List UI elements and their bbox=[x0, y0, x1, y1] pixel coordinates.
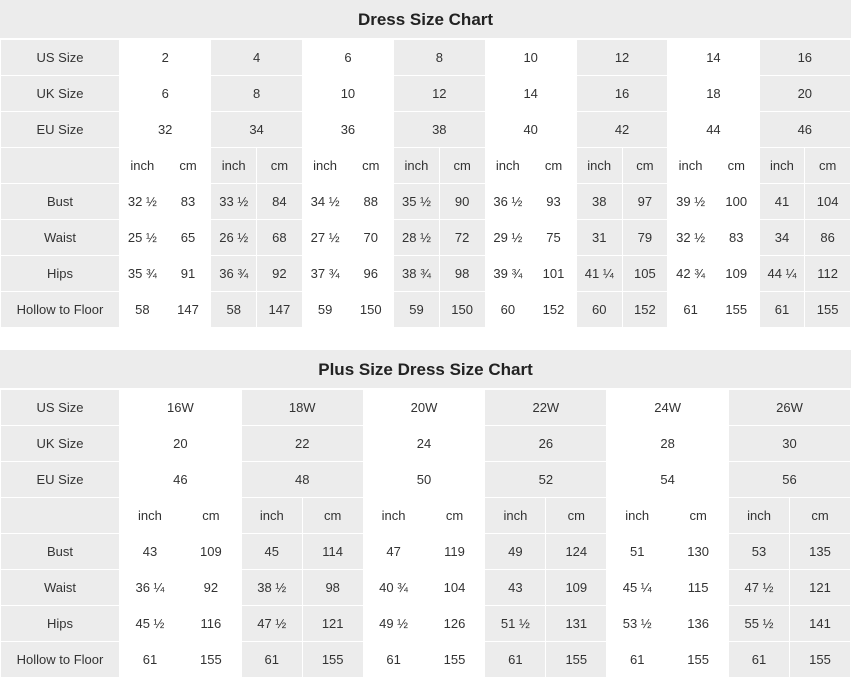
chart-separator bbox=[0, 328, 851, 350]
table-cell: 46 bbox=[759, 112, 850, 148]
table-cell: 70 bbox=[348, 220, 394, 256]
table-cell: inch bbox=[668, 148, 714, 184]
table-cell: cm bbox=[668, 498, 729, 534]
chart-title: Dress Size Chart bbox=[0, 0, 851, 39]
table-cell: 43 bbox=[120, 534, 181, 570]
table-cell: inch bbox=[607, 498, 668, 534]
table-row bbox=[1, 76, 851, 112]
table-cell: 91 bbox=[165, 256, 211, 292]
table-cell: inch bbox=[363, 498, 424, 534]
table-cell: 38 ¾ bbox=[394, 256, 440, 292]
table-row bbox=[1, 390, 851, 426]
table-cell: cm bbox=[180, 498, 241, 534]
table-cell: 28 ½ bbox=[394, 220, 440, 256]
table-row bbox=[1, 570, 851, 606]
table-cell: 36 ¾ bbox=[211, 256, 257, 292]
table-cell: 155 bbox=[546, 642, 607, 678]
table-row bbox=[1, 256, 851, 292]
table-cell: 52 bbox=[485, 462, 607, 498]
table-cell: 38 bbox=[576, 184, 622, 220]
table-cell: 65 bbox=[165, 220, 211, 256]
table-cell: 114 bbox=[302, 534, 363, 570]
table-cell: 28 bbox=[607, 426, 729, 462]
table-cell: 152 bbox=[531, 292, 577, 328]
table-cell: 97 bbox=[622, 184, 668, 220]
table-cell: 155 bbox=[180, 642, 241, 678]
table-cell: 26 ½ bbox=[211, 220, 257, 256]
table-cell: cm bbox=[165, 148, 211, 184]
table-cell: 36 ¼ bbox=[120, 570, 181, 606]
table-cell: inch bbox=[211, 148, 257, 184]
table-cell: 12 bbox=[394, 76, 485, 112]
table-cell: 155 bbox=[789, 642, 850, 678]
table-cell: cm bbox=[622, 148, 668, 184]
table-cell: 45 ½ bbox=[120, 606, 181, 642]
table-cell: 83 bbox=[165, 184, 211, 220]
table-cell: 46 bbox=[120, 462, 242, 498]
table-cell: 10 bbox=[485, 40, 576, 76]
table-cell: 109 bbox=[546, 570, 607, 606]
table-cell: 26W bbox=[729, 390, 851, 426]
table-cell: 20 bbox=[120, 426, 242, 462]
table-cell: 119 bbox=[424, 534, 485, 570]
table-cell: 92 bbox=[180, 570, 241, 606]
table-cell: 121 bbox=[302, 606, 363, 642]
table-row bbox=[1, 184, 851, 220]
table-cell: 79 bbox=[622, 220, 668, 256]
table-cell: 155 bbox=[713, 292, 759, 328]
table-cell: 88 bbox=[348, 184, 394, 220]
table-cell: 152 bbox=[622, 292, 668, 328]
table-cell: 40 bbox=[485, 112, 576, 148]
chart-title: Plus Size Dress Size Chart bbox=[0, 350, 851, 389]
table-cell: 51 bbox=[607, 534, 668, 570]
table-cell: 53 ½ bbox=[607, 606, 668, 642]
size-table bbox=[0, 389, 851, 678]
table-cell: 150 bbox=[439, 292, 485, 328]
table-cell: 35 ¾ bbox=[120, 256, 166, 292]
table-cell: 61 bbox=[241, 642, 302, 678]
table-cell: 44 ¼ bbox=[759, 256, 805, 292]
table-cell: 48 bbox=[241, 462, 363, 498]
table-cell: 101 bbox=[531, 256, 577, 292]
table-cell: 16 bbox=[576, 76, 667, 112]
table-cell: 41 bbox=[759, 184, 805, 220]
table-cell: 41 ¼ bbox=[576, 256, 622, 292]
table-cell: 24 bbox=[363, 426, 485, 462]
table-cell: 104 bbox=[805, 184, 851, 220]
table-cell: 34 bbox=[759, 220, 805, 256]
table-cell: 61 bbox=[607, 642, 668, 678]
table-cell: 61 bbox=[120, 642, 181, 678]
table-cell: 68 bbox=[257, 220, 303, 256]
table-cell: 35 ½ bbox=[394, 184, 440, 220]
table-cell: 32 ½ bbox=[120, 184, 166, 220]
table-cell: 75 bbox=[531, 220, 577, 256]
table-cell: 135 bbox=[789, 534, 850, 570]
row-label: Waist bbox=[1, 220, 120, 256]
table-cell: 49 ½ bbox=[363, 606, 424, 642]
table-cell: 131 bbox=[546, 606, 607, 642]
table-cell: 6 bbox=[302, 40, 393, 76]
table-cell: 22 bbox=[241, 426, 363, 462]
row-label bbox=[1, 498, 120, 534]
table-cell: cm bbox=[302, 498, 363, 534]
table-cell: 61 bbox=[363, 642, 424, 678]
table-cell: 38 bbox=[394, 112, 485, 148]
row-label: US Size bbox=[1, 40, 120, 76]
chart-block bbox=[0, 0, 851, 328]
table-cell: 150 bbox=[348, 292, 394, 328]
table-cell: 8 bbox=[211, 76, 302, 112]
table-cell: 55 ½ bbox=[729, 606, 790, 642]
table-cell: 20 bbox=[759, 76, 850, 112]
table-cell: inch bbox=[241, 498, 302, 534]
table-cell: 4 bbox=[211, 40, 302, 76]
table-cell: 50 bbox=[363, 462, 485, 498]
table-cell: 58 bbox=[211, 292, 257, 328]
table-cell: inch bbox=[759, 148, 805, 184]
table-cell: 124 bbox=[546, 534, 607, 570]
table-cell: 147 bbox=[257, 292, 303, 328]
table-cell: 47 ½ bbox=[729, 570, 790, 606]
table-cell: 32 bbox=[120, 112, 211, 148]
table-cell: inch bbox=[302, 148, 348, 184]
table-cell: 49 bbox=[485, 534, 546, 570]
row-label: EU Size bbox=[1, 112, 120, 148]
table-cell: 90 bbox=[439, 184, 485, 220]
table-cell: 61 bbox=[759, 292, 805, 328]
table-cell: 12 bbox=[576, 40, 667, 76]
table-cell: 61 bbox=[729, 642, 790, 678]
table-cell: 36 bbox=[302, 112, 393, 148]
table-row bbox=[1, 498, 851, 534]
table-cell: 54 bbox=[607, 462, 729, 498]
table-cell: cm bbox=[805, 148, 851, 184]
table-cell: 155 bbox=[805, 292, 851, 328]
table-cell: cm bbox=[789, 498, 850, 534]
table-cell: 155 bbox=[668, 642, 729, 678]
table-cell: 109 bbox=[180, 534, 241, 570]
table-cell: 47 bbox=[363, 534, 424, 570]
table-cell: 25 ½ bbox=[120, 220, 166, 256]
table-cell: cm bbox=[546, 498, 607, 534]
table-cell: 59 bbox=[302, 292, 348, 328]
table-cell: 130 bbox=[668, 534, 729, 570]
table-cell: 98 bbox=[302, 570, 363, 606]
table-cell: inch bbox=[729, 498, 790, 534]
table-cell: 37 ¾ bbox=[302, 256, 348, 292]
table-cell: 109 bbox=[713, 256, 759, 292]
row-label: Bust bbox=[1, 534, 120, 570]
table-row bbox=[1, 292, 851, 328]
table-cell: 18W bbox=[241, 390, 363, 426]
table-cell: 34 bbox=[211, 112, 302, 148]
table-cell: 42 bbox=[576, 112, 667, 148]
table-cell: 2 bbox=[120, 40, 211, 76]
row-label: UK Size bbox=[1, 76, 120, 112]
table-cell: 33 ½ bbox=[211, 184, 257, 220]
table-cell: 105 bbox=[622, 256, 668, 292]
table-cell: cm bbox=[257, 148, 303, 184]
row-label: EU Size bbox=[1, 462, 120, 498]
table-cell: inch bbox=[576, 148, 622, 184]
table-cell: inch bbox=[485, 148, 531, 184]
table-cell: 31 bbox=[576, 220, 622, 256]
row-label: UK Size bbox=[1, 426, 120, 462]
table-cell: 121 bbox=[789, 570, 850, 606]
table-cell: 45 ¼ bbox=[607, 570, 668, 606]
row-label: Hollow to Floor bbox=[1, 292, 120, 328]
table-cell: 96 bbox=[348, 256, 394, 292]
table-cell: 39 ½ bbox=[668, 184, 714, 220]
table-cell: 83 bbox=[713, 220, 759, 256]
row-label bbox=[1, 148, 120, 184]
table-cell: 42 ¾ bbox=[668, 256, 714, 292]
table-row bbox=[1, 40, 851, 76]
table-cell: 38 ½ bbox=[241, 570, 302, 606]
row-label: Waist bbox=[1, 570, 120, 606]
table-cell: 47 ½ bbox=[241, 606, 302, 642]
table-cell: 32 ½ bbox=[668, 220, 714, 256]
table-row bbox=[1, 426, 851, 462]
row-label: Hollow to Floor bbox=[1, 642, 120, 678]
table-cell: 61 bbox=[485, 642, 546, 678]
table-cell: 43 bbox=[485, 570, 546, 606]
table-cell: 59 bbox=[394, 292, 440, 328]
size-table bbox=[0, 39, 851, 328]
table-cell: 36 ½ bbox=[485, 184, 531, 220]
table-cell: 44 bbox=[668, 112, 759, 148]
table-cell: 27 ½ bbox=[302, 220, 348, 256]
table-row bbox=[1, 534, 851, 570]
table-cell: 141 bbox=[789, 606, 850, 642]
table-cell: 45 bbox=[241, 534, 302, 570]
table-cell: 14 bbox=[485, 76, 576, 112]
table-cell: 26 bbox=[485, 426, 607, 462]
table-cell: 16W bbox=[120, 390, 242, 426]
chart-block bbox=[0, 350, 851, 678]
table-cell: 20W bbox=[363, 390, 485, 426]
row-label: US Size bbox=[1, 390, 120, 426]
table-cell: 39 ¾ bbox=[485, 256, 531, 292]
table-cell: 53 bbox=[729, 534, 790, 570]
table-cell: 84 bbox=[257, 184, 303, 220]
table-cell: 60 bbox=[485, 292, 531, 328]
table-cell: 72 bbox=[439, 220, 485, 256]
table-cell: 61 bbox=[668, 292, 714, 328]
table-row bbox=[1, 112, 851, 148]
row-label: Hips bbox=[1, 256, 120, 292]
table-cell: 16 bbox=[759, 40, 850, 76]
table-cell: 40 ¾ bbox=[363, 570, 424, 606]
table-cell: 58 bbox=[120, 292, 166, 328]
table-cell: 56 bbox=[729, 462, 851, 498]
table-row bbox=[1, 606, 851, 642]
table-cell: cm bbox=[713, 148, 759, 184]
table-cell: 34 ½ bbox=[302, 184, 348, 220]
table-cell: cm bbox=[424, 498, 485, 534]
table-cell: 51 ½ bbox=[485, 606, 546, 642]
table-cell: 93 bbox=[531, 184, 577, 220]
table-cell: 22W bbox=[485, 390, 607, 426]
table-cell: 104 bbox=[424, 570, 485, 606]
table-cell: inch bbox=[394, 148, 440, 184]
table-cell: 100 bbox=[713, 184, 759, 220]
table-row bbox=[1, 462, 851, 498]
table-row bbox=[1, 148, 851, 184]
table-cell: 14 bbox=[668, 40, 759, 76]
table-cell: 116 bbox=[180, 606, 241, 642]
table-cell: 18 bbox=[668, 76, 759, 112]
row-label: Bust bbox=[1, 184, 120, 220]
table-cell: 60 bbox=[576, 292, 622, 328]
table-cell: 86 bbox=[805, 220, 851, 256]
row-label: Hips bbox=[1, 606, 120, 642]
table-cell: 126 bbox=[424, 606, 485, 642]
table-cell: inch bbox=[120, 148, 166, 184]
table-row bbox=[1, 220, 851, 256]
table-cell: 136 bbox=[668, 606, 729, 642]
table-cell: 29 ½ bbox=[485, 220, 531, 256]
table-cell: 6 bbox=[120, 76, 211, 112]
table-cell: cm bbox=[348, 148, 394, 184]
table-cell: 24W bbox=[607, 390, 729, 426]
table-cell: 115 bbox=[668, 570, 729, 606]
table-cell: inch bbox=[120, 498, 181, 534]
table-cell: 8 bbox=[394, 40, 485, 76]
table-row bbox=[1, 642, 851, 678]
table-cell: 98 bbox=[439, 256, 485, 292]
table-cell: inch bbox=[485, 498, 546, 534]
table-cell: 30 bbox=[729, 426, 851, 462]
table-cell: 155 bbox=[424, 642, 485, 678]
table-cell: 155 bbox=[302, 642, 363, 678]
table-cell: 10 bbox=[302, 76, 393, 112]
table-cell: 92 bbox=[257, 256, 303, 292]
table-cell: 147 bbox=[165, 292, 211, 328]
table-cell: cm bbox=[439, 148, 485, 184]
table-cell: 112 bbox=[805, 256, 851, 292]
table-cell: cm bbox=[531, 148, 577, 184]
